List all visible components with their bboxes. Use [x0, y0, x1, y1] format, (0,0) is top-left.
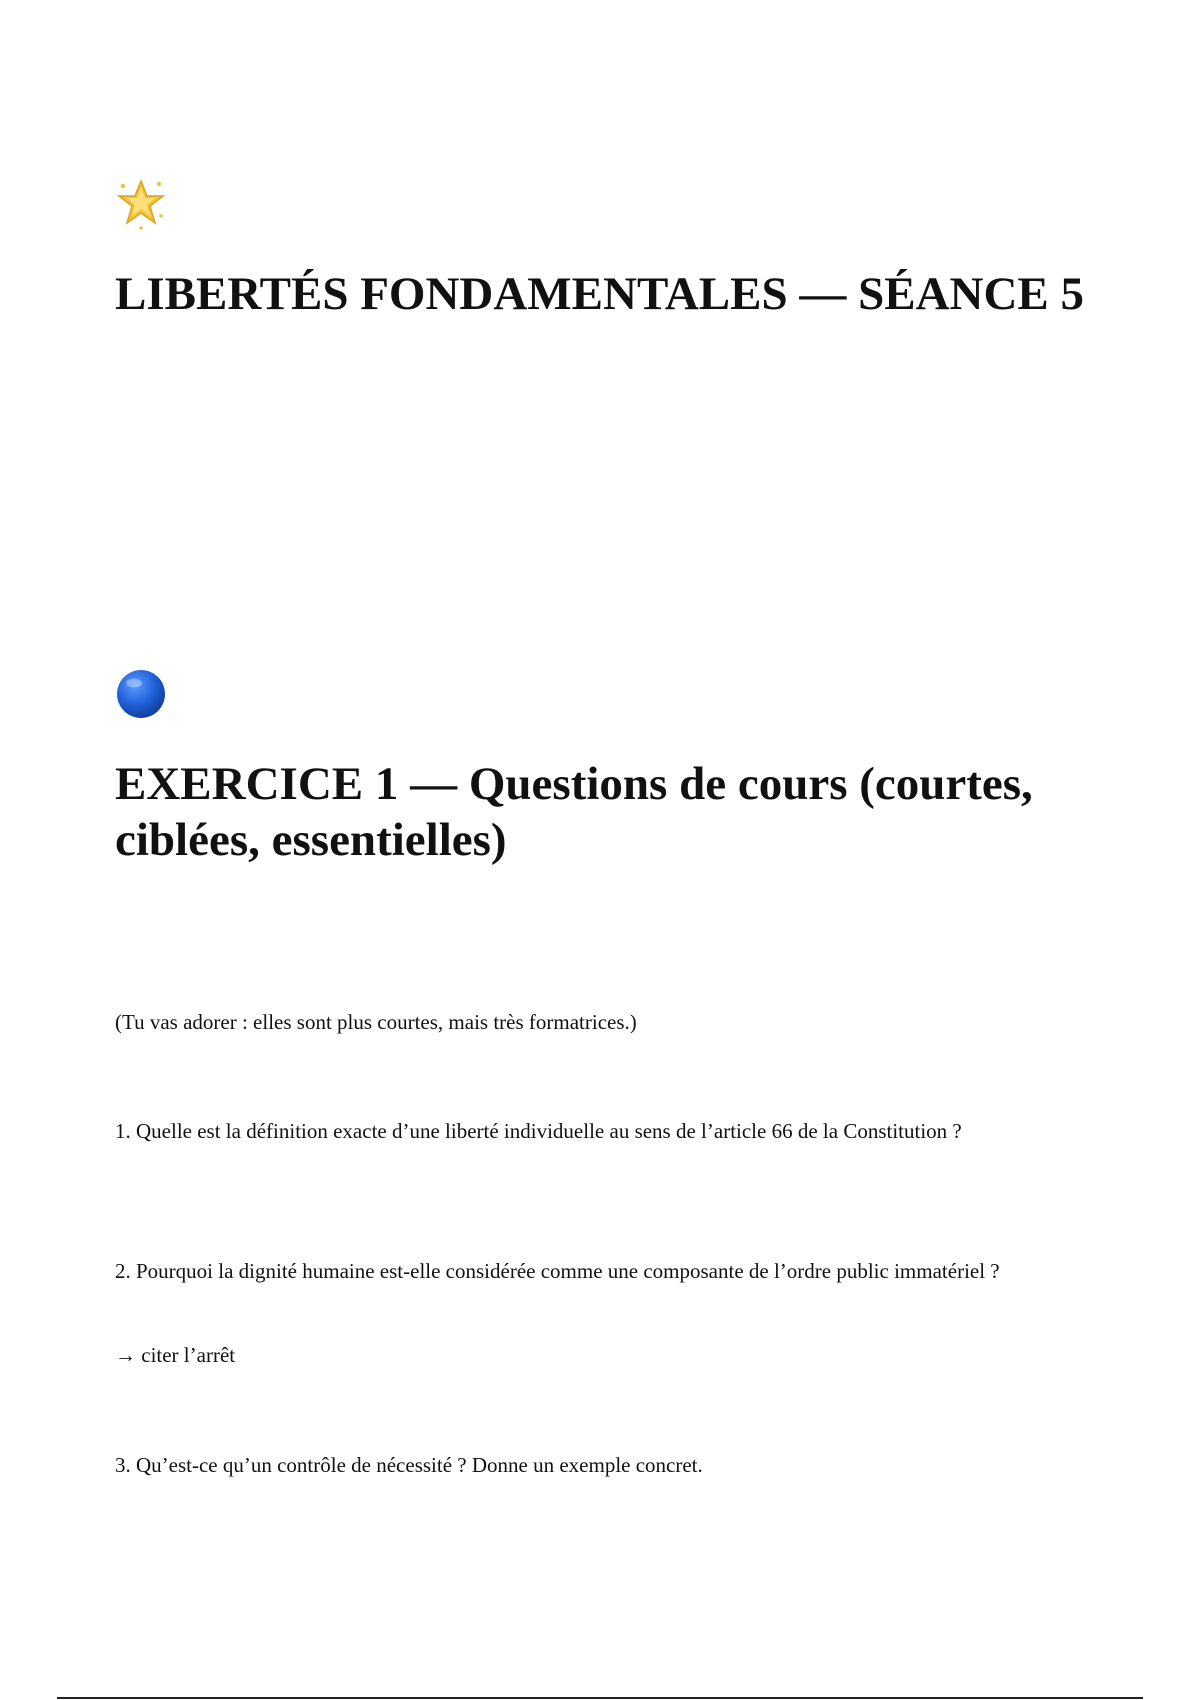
sparkle-star-icon: [115, 178, 167, 230]
blue-circle-icon: [115, 668, 167, 720]
question-1: 1. Quelle est la définition exacte d’une liberté individuelle au sens de l’article 66 de la Constitution ?: [115, 1119, 962, 1143]
page-title: LIBERTÉS FONDAMENTALES — SÉANCE 5: [115, 268, 1085, 320]
section-title: EXERCICE 1 — Questions de cours (courtes, ciblées, essentielles): [115, 758, 1033, 866]
question-2-note: → citer l’arrêt: [115, 1343, 236, 1367]
question-3: 3. Qu’est-ce qu’un contrôle de nécessité ? Donne un exemple concret.: [115, 1453, 703, 1477]
footer-divider: [57, 1697, 1143, 1699]
question-2: 2. Pourquoi la dignité humaine est-elle considérée comme une composante de l’ordre public immatériel ?: [115, 1259, 1000, 1283]
intro-text: (Tu vas adorer : elles sont plus courtes, mais très formatrices.): [115, 1010, 637, 1034]
